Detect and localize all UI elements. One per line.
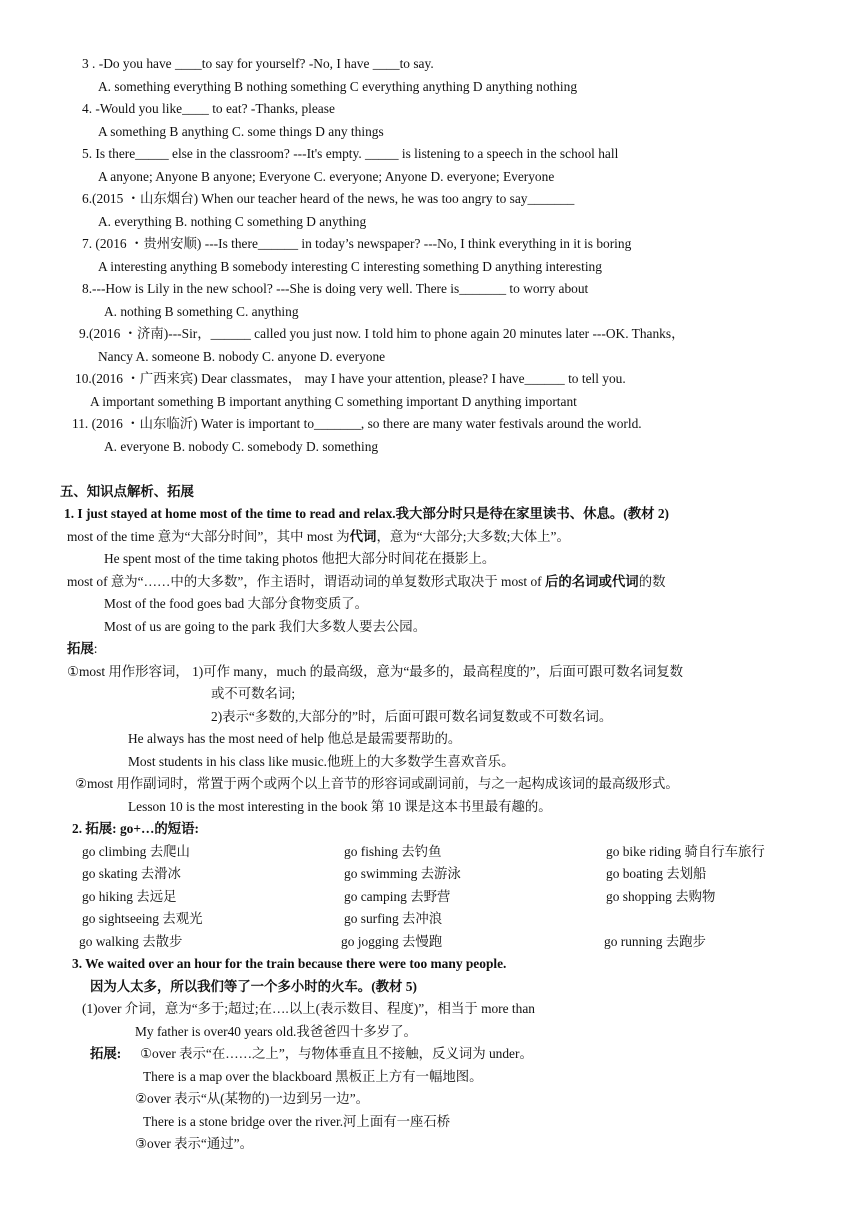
exercise-3-options: A. something everything B nothing something C everything anything D anything nothing xyxy=(98,79,578,94)
exercise-8-options: A. nothing B something C. anything xyxy=(104,304,299,319)
exercise-7-question: 7. (2016 ・贵州安顺) ---Is there______ in today’s newspaper? ---No, I think everything in it is boring xyxy=(82,236,632,251)
exercise-3-question: 3 . -Do you have ____to say for yourself? -No, I have ____to say. xyxy=(82,56,434,71)
exercise-7-options: A interesting anything B somebody interesting C interesting something D anything interesting xyxy=(98,259,602,274)
point-1-definition-2: most of 意为“……中的大多数”，作主语时，谓语动词的单复数形式取决于 most of 后的名词或代词的数 xyxy=(67,574,666,589)
point-1-extension-example-3: Lesson 10 is the most interesting in the book 第 10 课是这本书里最有趣的。 xyxy=(128,799,552,814)
phrase-cell: go sightseeing 去观光 xyxy=(82,911,203,926)
point-1-extension-2: 2)表示“多数的,大部分的”时，后面可跟可数名词复数或不可数名词。 xyxy=(211,709,613,724)
point-3-extension-example-2: There is a stone bridge over the river.河上面有一座石桥 xyxy=(143,1114,451,1129)
point-1-example-2: Most of the food goes bad 大部分食物变质了。 xyxy=(104,596,369,611)
exercise-4-question: 4. -Would you like____ to eat? -Thanks, please xyxy=(82,101,335,116)
point-3-example-1: My father is over40 years old.我爸爸四十多岁了。 xyxy=(135,1024,417,1039)
point-3-extension-example-1: There is a map over the blackboard 黑板正上方有一幅地图。 xyxy=(143,1069,483,1084)
point-3-extension-2: ②over 表示“从(某物的)一边到另一边”。 xyxy=(135,1091,370,1106)
phrase-cell: go walking 去散步 xyxy=(79,934,183,949)
point-1-heading: 1. I just stayed at home most of the time to read and relax.我大部分时只是待在家里读书、休息。(教材 2) xyxy=(64,506,670,521)
exercise-10-question: 10.(2016 ・广西来宾) Dear classmates， may I have your attention, please? I have______ to tell you. xyxy=(75,371,626,386)
exercise-9-options: Nancy A. someone B. nobody C. anyone D. everyone xyxy=(98,349,386,364)
phrase-cell: go shopping 去购物 xyxy=(606,889,716,904)
exercise-11-options: A. everyone B. nobody C. somebody D. something xyxy=(104,439,379,454)
point-1-extension-label: 拓展: xyxy=(67,641,98,656)
point-1-example-3: Most of us are going to the park 我们大多数人要去公园。 xyxy=(104,619,427,634)
exercise-11-question: 11. (2016 ・山东临沂) Water is important to_______, so there are many water festivals around the world. xyxy=(72,416,642,431)
exercise-5-options: A anyone; Anyone B anyone; Everyone C. everyone; Anyone D. everyone; Everyone xyxy=(98,169,555,184)
phrase-cell: go jogging 去慢跑 xyxy=(341,934,443,949)
point-1-extension-1-cont: 或不可数名词; xyxy=(211,686,296,701)
exercise-9-question: 9.(2016 ・济南)---Sir，______ called you just now. I told him to phone again 20 minutes later ---OK. Thanks， xyxy=(79,326,685,341)
phrase-cell: go camping 去野营 xyxy=(344,889,451,904)
phrase-cell: go swimming 去游泳 xyxy=(344,866,461,881)
exercise-4-options: A something B anything C. some things D any things xyxy=(98,124,384,139)
point-1-extension-3: ②most 用作副词时，常置于两个或两个以上音节的形容词或副词前，与之一起构成该词的最高级形式。 xyxy=(75,776,679,791)
point-3-extension-1: ①over 表示“在……之上”，与物体垂直且不接触，反义词为 under。 xyxy=(140,1046,533,1061)
point-3-heading-translation: 因为人太多，所以我们等了一个多小时的火车。(教材 5) xyxy=(90,979,417,994)
point-1-example-1: He spent most of the time taking photos 他把大部分时间花在摄影上。 xyxy=(104,551,496,566)
point-3-extension-3: ③over 表示“通过”。 xyxy=(135,1136,253,1151)
phrase-cell: go hiking 去远足 xyxy=(82,889,177,904)
section-title: 五、知识点解析、拓展 xyxy=(60,484,194,499)
exercise-6-options: A. everything B. nothing C something D anything xyxy=(98,214,367,229)
phrase-cell: go skating 去滑冰 xyxy=(82,866,181,881)
exercise-5-question: 5. Is there_____ else in the classroom? ---It's empty. _____ is listening to a speech in the school hall xyxy=(82,146,619,161)
point-1-definition-1: most of the time 意为“大部分时间”，其中 most 为代词，意为“大部分;大多数;大体上”。 xyxy=(67,529,570,544)
point-1-extension-example-2: Most students in his class like music.他班上的大多数学生喜欢音乐。 xyxy=(128,754,515,769)
exercise-6-question: 6.(2015 ・山东烟台) When our teacher heard of the news, he was too angry to say_______ xyxy=(82,191,575,206)
phrase-cell: go running 去跑步 xyxy=(604,934,706,949)
point-1-extension-example-1: He always has the most need of help 他总是最需要帮助的。 xyxy=(128,731,462,746)
exercise-10-options: A important something B important anything C something important D anything important xyxy=(90,394,577,409)
phrase-cell: go surfing 去冲浪 xyxy=(344,911,443,926)
point-3-heading: 3. We waited over an hour for the train because there were too many people. xyxy=(72,956,507,971)
point-2-heading: 2. 拓展: go+…的短语: xyxy=(72,821,200,836)
phrase-cell: go climbing 去爬山 xyxy=(82,844,190,859)
phrase-cell: go bike riding 骑自行车旅行 xyxy=(606,844,765,859)
point-1-extension-1: ①most 用作形容词， 1)可作 many，much 的最高级，意为“最多的，最高程度的”，后面可跟可数名词复数 xyxy=(67,664,684,679)
point-3-extension-label: 拓展: xyxy=(90,1046,122,1061)
exercise-8-question: 8.---How is Lily in the new school? ---She is doing very well. There is_______ to worry about xyxy=(82,281,589,296)
phrase-cell: go fishing 去钓鱼 xyxy=(344,844,442,859)
point-3-line-1: (1)over 介词，意为“多于;超过;在….以上(表示数目、程度)”，相当于 more than xyxy=(82,1001,535,1016)
phrase-cell: go boating 去划船 xyxy=(606,866,707,881)
